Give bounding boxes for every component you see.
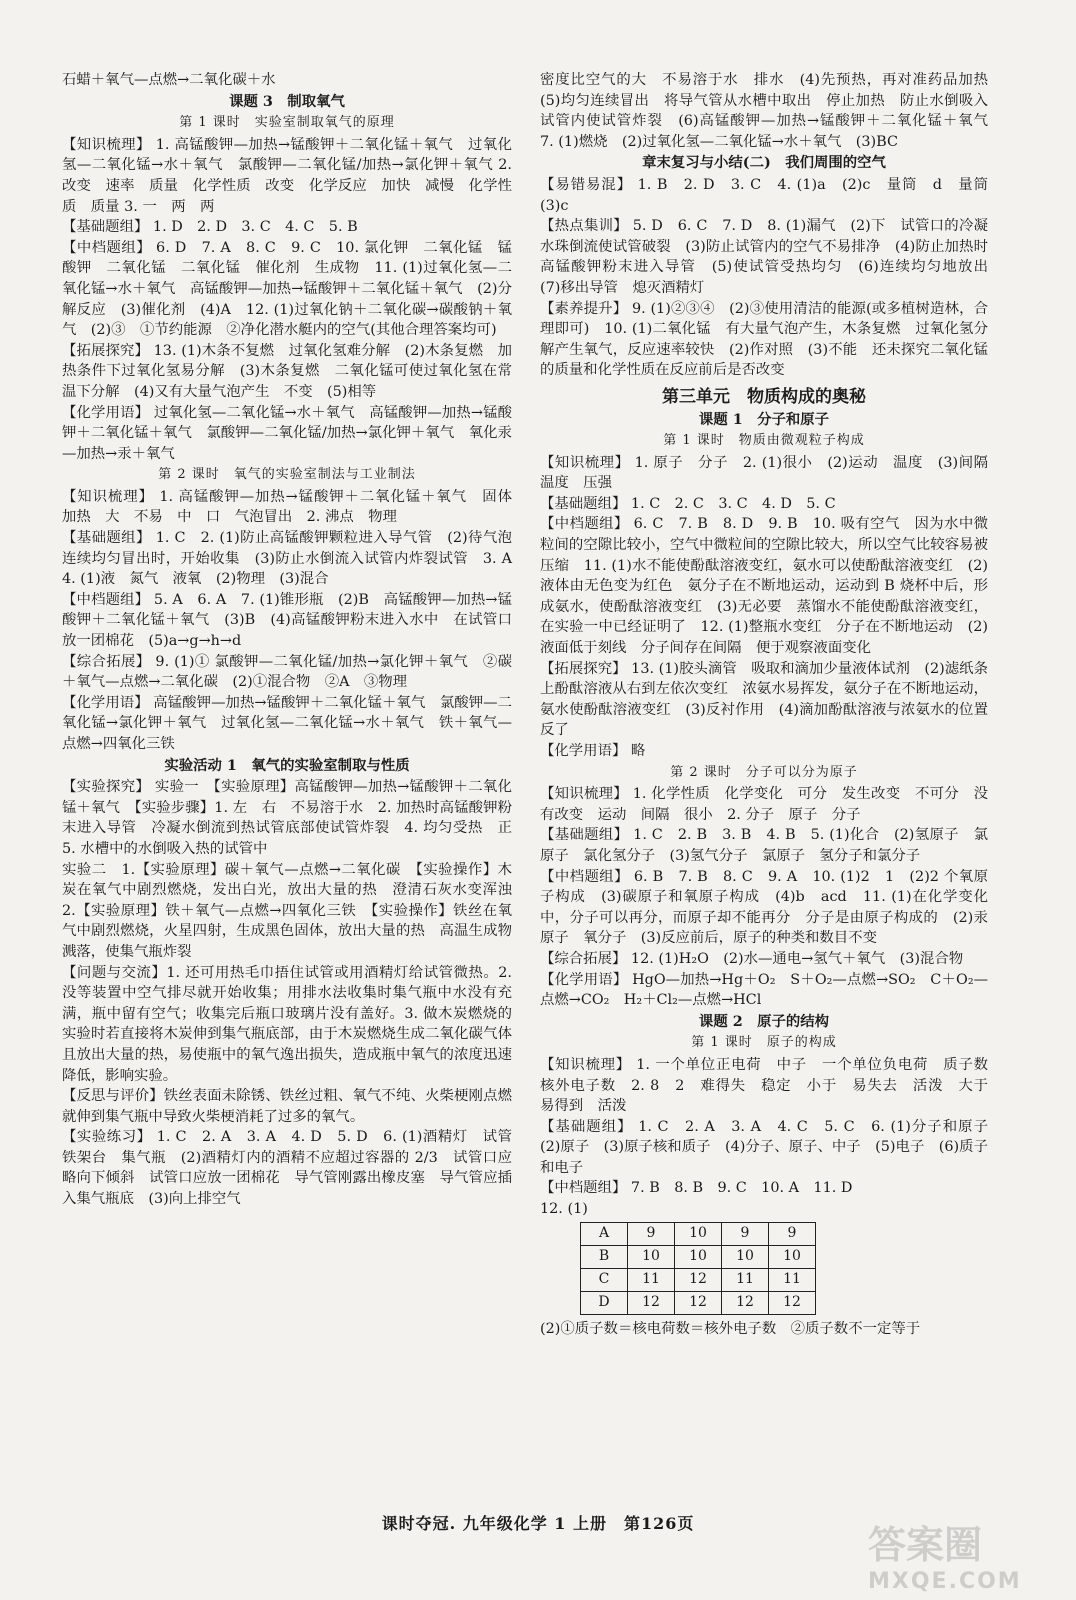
left-column [62,70,527,1210]
answer-block: 【知识梳理】 1. 一个单位正电荷 中子 一个单位负电荷 质子数 核外电子数 2. 8 2 难得失 稳定 小于 易失去 活泼 大于 易得到 活泼 [540,1056,1003,1115]
table-cell: 12 [675,1291,722,1314]
answer-block: 【基础题组】 1. D 2. D 3. C 4. C 5. B [62,219,358,236]
table-cell: 10 [675,1245,722,1268]
watermark-text: 答案圈 [868,1523,983,1567]
answer-block: 【知识梳理】 1. 高锰酸钾—加热→锰酸钾＋二氧化锰＋氧气 固体 加热 大 不易 中 口 气泡冒出 2. 沸点 物理 [62,488,527,526]
table-cell: 11 [722,1268,769,1291]
section-title: 实验活动 1 氧气的实验室制取与性质 [164,756,410,774]
table-cell: 12 [769,1291,816,1314]
section-title: 课题 2 原子的结构 [698,1012,830,1030]
page-footer: 课时夺冠. 九年级化学 1 上册 第126页 [381,1514,695,1533]
unit-title: 第三单元 物质构成的奥秘 [662,386,866,407]
answer-block: 【中档题组】 5. A 6. A 7. (1)锥形瓶 (2)B 高锰酸钾—加热→锰酸钾＋二氧化锰＋氧气 (3)B (4)高锰酸钾粉末进入水中 在试管口放一团棉花 (5)a→g→h→d [62,591,512,650]
answer-block: 【基础题组】 1. C 2. C 3. C 4. D 5. C [540,495,836,512]
table-cell: 9 [628,1222,675,1245]
answer-block: 【化学用语】 略 [540,743,646,759]
watermark-logo [868,1514,1058,1594]
answer-block: 实验二 1.【实验原理】碳＋氧气—点燃→二氧化碳 【实验操作】木炭在氧气中剧烈燃烧，发出白光，放出大量的热 澄清石灰水变浑浊 2.【实验原理】铁＋氧气—点燃→四氧化三铁 【实验操作】铁丝在氧气中剧烈燃烧，火星四射，生成黑色固体，放出大量的热 高温生成物溅落，使集气瓶炸裂 [62,861,527,960]
table-cell: 9 [722,1222,769,1245]
section-title: 课题 1 分子和原子 [698,410,830,428]
table-cell: D [581,1291,628,1314]
table-label: 12. (1) [540,1201,588,1218]
answer-block: 【基础题组】 1. C 2. B 3. B 4. B 5. (1)化合 (2)氢原子 氯原子 氯化氢分子 (3)氢气分子 氯原子 氢分子和氯分子 [540,827,988,864]
table-row [581,1291,816,1314]
table-cell: 12 [628,1291,675,1314]
table-cell: B [581,1245,628,1268]
table-cell: A [581,1222,628,1245]
table-row [581,1268,816,1291]
table-row [581,1245,816,1268]
answer-block: 【反思与评价】铁丝表面未除锈、铁丝过粗、氧气不纯、火柴梗刚点燃就伸到集气瓶中导致火柴梗消耗了过多的氧气。 [62,1088,512,1125]
answer-block: 【问题与交流】1. 还可用热毛巾捂住试管或用酒精灯给试管微热。2. 没等装置中空气排尽就开始收集；用排水法收集时集气瓶中水没有充满，瓶中留有空气；收集完后瓶口玻璃片没有盖好。3. 做木炭燃烧的实验时若直接将木炭伸到集气瓶底部，由于木炭燃烧生成二氧化碳气体且放出大量的热，易使瓶中的氧气逸出损失，造成瓶中氧气的浓度迅速降低，影响实验。 [62,964,512,1084]
answer-block: 【知识梳理】 1. 化学性质 化学变化 可分 发生改变 不可分 没有改变 运动 间隔 很小 2. 分子 原子 分子 [540,786,988,823]
table-cell: 12 [722,1291,769,1314]
answer-block: 【综合拓展】 9. (1)① 氯酸钾—二氧化锰/加热→氯化钾＋氧气 ②碳＋氧气—点燃→二氧化碳 (2)①混合物 ②A ③物理 [62,653,512,691]
lesson-title: 第 2 课时 氧气的实验室制法与工业制法 [158,467,416,483]
answer-block: 【综合拓展】 12. (1)H₂O (2)水—通电→氢气＋氧气 (3)混合物 [540,950,964,967]
answer-block: 【知识梳理】 1. 原子 分子 2. (1)很小 (2)运动 温度 (3)间隔 温度 压强 [540,454,1003,492]
answer-block: 【实验探究】 实验一 【实验原理】高锰酸钾—加热→锰酸钾＋二氧化锰＋氧气 【实验步骤】1. 左 右 不易溶于水 2. 加热时高锰酸钾粉末进入导管 冷凝水倒流到热试管底部使试管炸裂 4. 均匀受热 正 5. 水槽中的水倒吸入热的试管中 [62,779,527,857]
answer-block: 【知识梳理】 1. 高锰酸钾—加热→锰酸钾＋二氧化锰＋氧气 过氧化氢—二氧化锰→水＋氧气 氯酸钾—二氧化锰/加热→氯化钾＋氧气 2. 改变 速率 质量 化学性质 改变 化学反应 加快 减慢 化学性质 质量 3. 一 两 两 [62,136,512,215]
answer-block: 【中档题组】 6. D 7. A 8. C 9. C 10. 氯化钾 二氧化锰 锰酸钾 二氧化锰 二氧化锰 催化剂 生成物 11. (1)过氧化氢—二氧化锰→水＋氧气 高锰酸钾—加热→锰酸钾＋二氧化锰＋氧气 (2)分解反应 (3)催化剂 (4)A 12. (1)过氧化钠＋二氧化碳→碳酸钠＋氧气 (2)③ ①节约能源 ②净化潜水艇内的空气(其他合理答案均可) [62,239,512,339]
right-column [540,70,1003,1339]
answer-block: 【化学用语】 HgO—加热→Hg＋O₂ S＋O₂—点燃→SO₂ C＋O₂—点燃→CO₂ H₂＋Cl₂—点燃→HCl [540,971,988,1009]
answer-block: (2)①质子数＝核电荷数＝核外电子数 ②质子数不一定等于 [540,1320,921,1337]
watermark-url: MXQE.COM [868,1569,1022,1594]
answer-table [580,1222,816,1315]
table-cell: 10 [675,1222,722,1245]
answer-block: 【拓展探究】 13. (1)木条不复燃 过氧化氢难分解 (2)木条复燃 加热条件下过氧化氢易分解 (3)木条复燃 二氧化锰可使过氧化氢在常温下分解 (4)又有大量气泡产生 不变 (5)相等 [62,342,512,400]
answer-block: 【拓展探究】 13. (1)胶头滴管 吸取和滴加少量液体试剂 (2)滤纸条上酚酞溶液从右到左依次变红 浓氨水易挥发，氨分子在不断地运动，氨水使酚酞溶液变红 (3)反衬作用 (4)滴加酚酞溶液与浓氨水的位置反了 [540,660,988,739]
table-cell: C [581,1268,628,1291]
answer-block: 【中档题组】 6. C 7. B 8. D 9. B 10. 吸有空气 因为水中微粒间的空隙比较小，空气中微粒间的空隙比较大，所以空气比较容易被压缩 11. (1)水不能使酚酞溶液变红，氨水可以使酚酞溶液变红 (2)液体由无色变为红色 氨分子在不断地运动，运动到 B 烧杯中后，形成氨水，使酚酞溶液变红 (3)无必要 蒸馏水不能使酚酞溶液变红，在实验一中已经证明了 12. (1)整瓶水变红 分子在不断地运动 (2)液面低于刻线 分子间存在间隔 便于观察液面变化 [540,516,988,657]
lesson-title: 第 1 课时 实验室制取氧气的原理 [179,115,395,131]
text-line: 石蜡＋氧气—点燃→二氧化碳＋水 [62,72,276,88]
table-cell: 12 [675,1268,722,1291]
answer-block: 【中档题组】 7. B 8. B 9. C 10. A 11. D [540,1180,853,1197]
answer-block: 【热点集训】 5. D 6. C 7. D 8. (1)漏气 (2)下 试管口的冷凝水珠倒流使试管破裂 (3)防止试管内的空气不易排净 (4)防止加热时高锰酸钾粉末进入导管 (5)使试管受热均匀 (6)连续均匀地放出 (7)移出导管 熄灭酒精灯 [540,218,1003,296]
table-cell: 10 [722,1245,769,1268]
answer-block: 【中档题组】 6. B 7. B 8. C 9. A 10. (1)2 1 (2)2 个氧原子构成 (3)碳原子和氧原子构成 (4)b acd 11. (1)在化学变化中，分子可以再分，而原子却不能再分 分子是由原子构成的 (2)汞原子 氧分子 (3)反应前后，原子的种类和数目不变 [540,868,988,947]
lesson-title: 第 1 课时 物质由微观粒子构成 [663,433,865,449]
table-row [581,1222,816,1245]
answer-block: 【实验练习】 1. C 2. A 3. A 4. D 5. D 6. (1)酒精灯 试管 铁架台 集气瓶 (2)酒精灯内的酒精不应超过容器的 2/3 试管口应略向下倾斜 试管口应放一团棉花 导气管刚露出橡皮塞 导气管应插入集气瓶底 (3)向上排空气 [62,1129,527,1208]
answer-block: 【基础题组】 1. C 2. A 3. A 4. C 5. C 6. (1)分子和原子 (2)原子 (3)原子核和质子 (4)分子、原子、中子 (5)电子 (6)质子和电子 [540,1118,1003,1176]
table-cell: 9 [769,1222,816,1245]
answer-block: 【化学用语】 高锰酸钾—加热→锰酸钾＋二氧化锰＋氧气 氯酸钾—二氧化锰→氯化钾＋氧气 过氧化氢—二氧化锰→水＋氧气 铁＋氧气—点燃→四氧化三铁 [62,694,512,752]
answer-block: 【化学用语】 过氧化氢—二氧化锰→水＋氧气 高锰酸钾—加热→锰酸钾＋二氧化锰＋氧气 氯酸钾—二氧化锰/加热→氯化钾＋氧气 氧化汞—加热→汞＋氧气 [62,404,512,462]
section-title: 章末复习与小结(二) 我们周围的空气 [642,154,886,172]
section-title: 课题 3 制取氧气 [229,92,345,110]
lesson-title: 第 2 课时 分子可以分为原子 [670,764,858,780]
table-cell: 10 [628,1245,675,1268]
table-cell: 10 [769,1245,816,1268]
answer-block: 【基础题组】 1. C 2. (1)防止高锰酸钾颗粒进入导气管 (2)待气泡连续均匀冒出时，开始收集 (3)防止水倒流入试管内炸裂试管 3. A 4. (1)液 氮气 液氧 (2)物理 (3)混合 [62,530,527,588]
table-cell: 11 [769,1268,816,1291]
answer-block: 密度比空气的大 不易溶于水 排水 (4)先预热，再对准药品加热 (5)均匀连续冒出 将导气管从水槽中取出 停止加热 防止水倒吸入试管内使试管炸裂 (6)高锰酸钾—加热→锰酸钾＋二氧化锰＋氧气 7. (1)燃烧 (2)过氧化氢—二氧化锰→水＋氧气 (3)BC [540,72,1003,150]
answer-block: 【易错易混】 1. B 2. D 3. C 4. (1)a (2)c 量筒 d 量筒 (3)c [540,176,1003,214]
lesson-title: 第 1 课时 原子的构成 [691,1035,837,1051]
table-cell: 11 [628,1268,675,1291]
answer-block: 【素养提升】 9. (1)②③④ (2)③使用清洁的能源(或多植树造林，合理即可) 10. (1)二氧化锰 有大量气泡产生，木条复燃 过氧化氢分解产生氧气，反应速率较快 (2)作对照 (3)不能 还未探究二氧化锰的质量和化学性质在反应前后是否改变 [540,300,988,379]
